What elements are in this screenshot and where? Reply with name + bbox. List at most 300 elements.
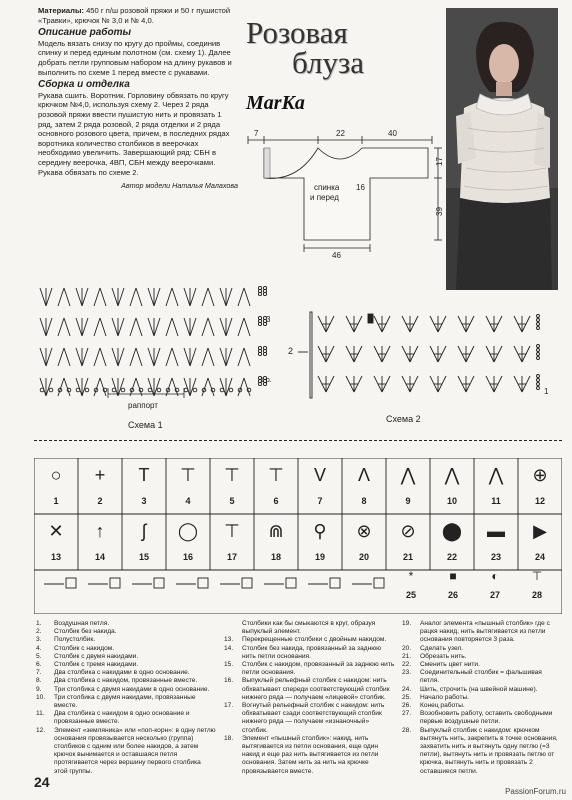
scheme-1-stitch [220, 288, 232, 306]
scheme-1-stitch [202, 378, 214, 396]
scheme-1-stitch [166, 378, 178, 396]
explanation-item [400, 661, 560, 669]
legend-cell [215, 508, 249, 574]
legend-number: 5 [229, 496, 235, 506]
explanation-item [34, 653, 216, 661]
dim-40: 40 [388, 129, 397, 138]
legend-symbol-icon: ⊤ [531, 569, 543, 583]
scheme-1-chain [229, 388, 233, 392]
scheme-1-stitch [238, 318, 250, 336]
scheme-2-chain [537, 349, 540, 352]
explanations-col-3 [400, 620, 560, 776]
scheme-2-chain [537, 357, 540, 360]
explanation-text: Три столбика с двумя накидами в одно основание. [54, 685, 210, 693]
explanation-item [34, 686, 216, 694]
legend-number: 15 [138, 552, 149, 562]
page-title [246, 15, 364, 80]
explanation-number: 22. [402, 661, 412, 669]
legend-symbol-icon: ⚲ [313, 520, 327, 541]
scheme-2-stitch [374, 346, 390, 362]
scheme-2-stitch [486, 346, 502, 362]
explanation-number: 28. [402, 726, 412, 734]
legend-number: 20 [358, 552, 369, 562]
explanation-text: Элемент «земляника» или «поп-корн»: в одну петлю основания провязывается несколько (группа) столбиков с одним или более накидов, а затем крючок вынимается и оставшаяся петля протягивается через вершину первого столбика этой группы. [54, 726, 216, 775]
explanation-text: Выпуклый столбик с накидом: крючком вытянуть нить, закрепить в точке основания, захватить нить и вытянуть одну петлю (=3 петли), вытянуть нить и провязать петлю от крючка, вытянуть нить и провязать 2 оставшиеся петли. [420, 726, 558, 775]
scheme-1-chain [40, 388, 44, 392]
scheme-1-stitch [148, 318, 160, 336]
scheme-2-chain [537, 327, 540, 330]
legend-number: 8 [361, 496, 367, 506]
explanation-item [34, 661, 216, 669]
explanation-text: Возобновить работу, оставить свободными первые воздушные петли. [420, 710, 553, 726]
explanation-item [34, 636, 216, 644]
explanation-number: 18. [224, 734, 234, 742]
scheme-2-row-1: 1 [544, 387, 549, 396]
explanation-number: 2. [36, 628, 42, 636]
scheme-2-stitch [402, 316, 418, 332]
legend-number: 12 [534, 496, 545, 506]
scheme-2-chain [537, 375, 540, 378]
legend-cell [478, 562, 512, 612]
explanation-text: Два столбика с накидом, провязанные вместе. [54, 677, 198, 685]
scheme-1-stitch [112, 288, 124, 306]
scheme-1-stitch [148, 348, 160, 366]
legend-symbol-icon: ⊤ [268, 464, 284, 485]
scheme-1-stitch [40, 348, 52, 366]
scheme-1-chain [49, 388, 53, 392]
explanation-number: 23. [402, 669, 412, 677]
legend-number: 19 [314, 552, 325, 562]
scheme-1-chain [121, 388, 125, 392]
scheme-1-stitch [238, 378, 250, 396]
scheme-2-stitch [430, 346, 446, 362]
legend-symbol-icon: ⊗ [356, 520, 372, 541]
legend-symbol-icon: + [94, 464, 106, 485]
explanation-text: Столбик с двумя накидами. [54, 652, 139, 660]
scheme-1-chain [157, 388, 161, 392]
scheme-2-row-2: 2 [288, 346, 294, 356]
explanation-number: 1. [36, 620, 42, 627]
explanation-item [222, 645, 396, 661]
legend-number: 4 [185, 496, 191, 506]
legend-symbol-icon: ↑ [95, 520, 105, 541]
legend-combo-box [242, 578, 252, 588]
legend-number: 23 [490, 552, 501, 562]
legend-cell [259, 508, 293, 574]
legend-symbol-icon: ⋒ [268, 520, 284, 541]
legend-symbol-icon: ▶ [533, 520, 547, 541]
description-column [38, 6, 238, 191]
scheme-1-stitch [76, 348, 88, 366]
explanation-number: 13. [224, 636, 234, 644]
explanation-item [400, 702, 560, 710]
scheme-1-stitch [130, 288, 142, 306]
assembly-text: Рукава сшить. Воротник. Горловину обвязать по кругу крючком №4,0, используя схему 2. Через 2 ряда розовой пряжи ввести пушистую нить и провязать 1 ряд, затем 2 ряда розовой, 2 ряда отделки и 2 ряда основного розового цвета, причем, в последних рядах воротника количество столбиков в веерочках необходимо увеличить. Завершающий ряд: СБН в середину веерочка, 4ВП, СБН между веерочками. Рукава обвязать по схеме 2. [38, 90, 230, 177]
explanation-item [222, 677, 396, 702]
scheme-1-row-3: 3 [266, 315, 271, 324]
assembly-heading: Сборка и отделка [38, 79, 130, 91]
explanation-text: Начало работы. [420, 693, 470, 701]
scheme-2-stitch [514, 346, 530, 362]
dim-16: 16 [356, 183, 365, 192]
explanation-number: 3. [36, 636, 42, 644]
explanation-number: 27. [402, 710, 412, 718]
explanation-number: 9. [36, 685, 42, 693]
scheme-1 [34, 278, 274, 434]
legend-cell [171, 508, 205, 574]
scheme-2-stitch [346, 346, 362, 362]
legend-number: 1 [53, 496, 59, 506]
explanation-number: 7. [36, 669, 42, 677]
legend-number: 9 [405, 496, 411, 506]
dim-46: 46 [332, 251, 341, 260]
scheme-1-stitch [76, 288, 88, 306]
scheme-2-stitch [346, 316, 362, 332]
scheme-1-stitch [76, 318, 88, 336]
legend-symbol-icon: ʃ [142, 520, 146, 541]
pattern-label-1: спинка [314, 183, 340, 192]
explanation-text: Воздушная петля. [54, 620, 110, 627]
scheme-2-stitch [374, 376, 390, 392]
explanation-item [34, 694, 216, 710]
explanation-item [222, 620, 396, 636]
explanation-item [222, 702, 396, 735]
explanation-item [400, 653, 560, 661]
scheme-1-stitch [166, 318, 178, 336]
scheme-2-edge [310, 312, 312, 398]
scheme-2-stitch [346, 376, 362, 392]
scheme-1-stitch [76, 378, 88, 396]
scheme-1-stitch [112, 378, 124, 396]
legend-symbol-icon: ✕ [48, 520, 64, 541]
explanation-text: Столбик без накида. [54, 628, 117, 636]
explanation-number: 25. [402, 693, 412, 701]
explanation-item [400, 686, 560, 694]
scheme-1-label: Схема 1 [128, 420, 163, 430]
legend-cell [127, 508, 161, 574]
scheme-1-stitch [184, 318, 196, 336]
legend-symbol-icon: Λ [357, 464, 371, 485]
explanation-number: 12. [36, 726, 46, 734]
explanation-text: Столбик с накидом, провязанный за заднюю нить петли основания. [242, 661, 395, 677]
scheme-2-stitch [318, 346, 334, 362]
explanation-text: Столбик с тремя накидами. [54, 661, 139, 669]
explanation-number: 5. [36, 652, 42, 660]
scheme-1-chain [85, 388, 89, 392]
legend-number: 18 [270, 552, 281, 562]
scheme-2-chain [537, 345, 540, 348]
scheme-1-stitch [202, 318, 214, 336]
scheme-2-stitch [514, 316, 530, 332]
scheme-1-chain [193, 388, 197, 392]
explanation-item [400, 620, 560, 645]
legend-cell [347, 508, 381, 574]
legend-number: 6 [273, 496, 279, 506]
scheme-1-stitch [184, 378, 196, 396]
scheme-2-stitch [402, 376, 418, 392]
explanation-number [222, 620, 242, 636]
scheme-2-stitch [430, 316, 446, 332]
scheme-1-stitch [94, 378, 106, 396]
legend-number: 13 [50, 552, 61, 562]
explanation-text: Два столбика с накидом в одно основание и провязанные вместе. [54, 710, 190, 726]
scheme-1-row-1: 1 р. [260, 377, 272, 384]
explanation-item [400, 669, 560, 685]
scheme-1-chain [148, 388, 152, 392]
legend-number: 25 [405, 590, 416, 600]
dim-7: 7 [254, 129, 259, 138]
scheme-1-stitch [58, 348, 70, 366]
materials-text: 450 г п/ш розовой пряжи и 50 г пушистой «Травки», крючок № 3,0 и № 4,0. [38, 6, 231, 25]
scheme-2-chain [537, 323, 540, 326]
scheme-1-stitch [58, 318, 70, 336]
explanation-text: Аналог элемента «пышный столбик» где с рацкя накид, нить вытягивается из петли основания повторяется 3 раза. [420, 620, 550, 644]
explanation-item [222, 636, 396, 644]
explanation-text: Столбики как бы смыкаются в круг, образуя выпуклый элемент. [242, 620, 376, 636]
scheme-1-stitch [130, 318, 142, 336]
explanation-number: 20. [402, 644, 412, 652]
page-number: 24 [34, 774, 50, 790]
scheme-1-chain [184, 388, 188, 392]
explanation-text: Перекрещенные столбики с двойным накидом. [242, 636, 387, 644]
legend-symbol-icon: ○ [50, 464, 62, 485]
legend-number: 11 [491, 496, 501, 506]
explanation-text: Сделать узел. [420, 644, 464, 652]
explanation-number: 10. [36, 693, 46, 701]
explanation-number: 11. [36, 710, 45, 718]
scheme-2-label: Схема 2 [386, 414, 421, 424]
explanation-text: Элемент «пышный столбик»: накид, нить вытягивается из петли основания, еще один накид и еще раз нить вытягивается из петли основания. Затем нить за нить на крючке провязывается вместе. [242, 734, 379, 775]
legend-cell [303, 508, 337, 574]
scheme-1-stitch [94, 288, 106, 306]
title-line-1: Розовая [246, 15, 348, 50]
scheme-1-stitch [220, 378, 232, 396]
legend-symbol-icon: * [408, 569, 414, 583]
explanation-text: Три столбика с двумя накидами, провязанные вместе. [54, 693, 196, 710]
dim-39: 39 [435, 207, 444, 216]
scheme-1-stitch [202, 348, 214, 366]
scheme-2 [286, 304, 562, 430]
explanation-number: 17. [224, 702, 234, 710]
scheme-2-chain [537, 315, 540, 318]
explanation-item [34, 677, 216, 685]
scheme-1-stitch [94, 348, 106, 366]
explanation-text: Два столбика с накидами в одно основание. [54, 669, 190, 677]
scheme-1-stitch [94, 318, 106, 336]
legend-symbol-icon: ⋀ [444, 464, 460, 485]
legend-number: 3 [141, 496, 147, 506]
scheme-2-stitch [318, 376, 334, 392]
explanation-text: Столбик без накида, провязанный за заднюю нить петли основания. [242, 644, 382, 660]
explanation-number: 4. [36, 644, 42, 652]
scheme-1-stitch [148, 288, 160, 306]
size-pattern [238, 126, 450, 262]
author-credit: Автор модели Наталья Малахова [121, 181, 238, 191]
explanation-item [34, 645, 216, 653]
signature: MarKa [246, 92, 305, 114]
scheme-1-stitch [112, 348, 124, 366]
scheme-1-chain [220, 388, 224, 392]
legend-symbol-icon: ⊤ [180, 464, 196, 485]
scheme-1-stitch [220, 348, 232, 366]
legend-symbol-icon: ⊘ [400, 520, 416, 541]
scheme-1-stitch [238, 288, 250, 306]
legend-cell [83, 508, 117, 574]
explanation-item [400, 645, 560, 653]
legend-number: 24 [534, 552, 545, 562]
explanation-item [222, 661, 396, 677]
scheme-2-chain [537, 387, 540, 390]
legend-symbol-icon: ⋀ [400, 464, 416, 485]
scheme-1-stitch [58, 288, 70, 306]
legend-symbol-icon: ⊤ [224, 520, 240, 541]
materials-label: Материалы: [38, 6, 84, 15]
dim-17: 17 [435, 157, 444, 166]
work-heading: Описание работы [38, 27, 132, 39]
legend-symbol-icon: T [138, 464, 150, 485]
explanation-text: Шить, строчить (на швейной машине). [420, 685, 538, 693]
explanation-item [34, 710, 216, 726]
dim-22: 22 [336, 129, 345, 138]
legend-symbol-icon: ◐ [491, 569, 499, 583]
legend-symbol-icon: ▬ [487, 520, 505, 541]
scheme-2-stitch [486, 376, 502, 392]
scheme-1-stitch [58, 378, 70, 396]
watermark: PassionForum.ru [505, 787, 566, 796]
legend-combo-box [198, 578, 208, 588]
legend-number: 17 [226, 552, 237, 562]
explanation-text: Конец работы. [420, 702, 465, 710]
explanation-item [34, 620, 216, 628]
explanation-number: 19. [402, 620, 412, 627]
scheme-2-stitch [374, 316, 390, 332]
explanation-number: 24. [402, 685, 412, 693]
legend-symbol-icon: ⬤ [441, 520, 463, 541]
legend-number: 28 [531, 590, 542, 600]
legend-number: 10 [446, 496, 457, 506]
scheme-2-stitch [486, 316, 502, 332]
legend-combo-box [374, 578, 384, 588]
legend-number: 26 [447, 590, 458, 600]
explanation-text: Сменить цвет нити. [420, 661, 480, 669]
explanation-item [400, 710, 560, 726]
scheme-1-stitch [112, 318, 124, 336]
scheme-1-stitch [202, 288, 214, 306]
explanation-item [222, 735, 396, 776]
legend-combo-box [110, 578, 120, 588]
scheme-1-stitch [184, 288, 196, 306]
explanation-text: Выпуклый рельефный столбик с накидом: нить обхватывает спереди соответствующий столбик нижнего ряда — получаем «лицевой» столбик. [242, 677, 390, 701]
legend-symbol-icon: ⋀ [488, 464, 504, 485]
legend-number: 7 [317, 496, 323, 506]
legend-combo-box [330, 578, 340, 588]
scheme-2-stitch [458, 376, 474, 392]
legend-combo-box [66, 578, 76, 588]
explanation-text: Обрезать нить. [420, 652, 467, 660]
explanation-item [400, 727, 560, 776]
model-photo-illustration [446, 8, 558, 290]
scheme-1-stitch [166, 288, 178, 306]
legend-number: 14 [94, 552, 105, 562]
explanation-number: 8. [36, 677, 42, 685]
explanation-number: 14. [224, 644, 234, 652]
explanation-item [400, 694, 560, 702]
scheme-2-stitch [402, 346, 418, 362]
legend-cell [436, 562, 470, 612]
legend-cell [520, 562, 554, 612]
legend-combo-box [154, 578, 164, 588]
materials-paragraph [38, 6, 238, 25]
legend-number: 22 [446, 552, 457, 562]
explanation-number: 16. [224, 677, 234, 685]
explanation-text: Столбик с накидом. [54, 644, 115, 652]
scheme-1-stitch [238, 348, 250, 366]
symbol-legend [34, 458, 562, 614]
scheme-2-chain [537, 353, 540, 356]
explanations-col-1 [34, 620, 216, 776]
scheme-2-chain [537, 379, 540, 382]
section-divider [34, 440, 562, 441]
legend-combo-box [286, 578, 296, 588]
scheme-1-stitch [130, 348, 142, 366]
explanations-col-2 [222, 620, 396, 776]
scheme-2-stitch [458, 316, 474, 332]
explanation-item [34, 727, 216, 776]
legend-number: 16 [182, 552, 193, 562]
explanation-number: 26. [402, 702, 412, 710]
scheme-2-stitch [318, 316, 334, 332]
scheme-2-stitch [514, 376, 530, 392]
explanation-number: 6. [36, 661, 42, 669]
legend-number: 21 [402, 552, 413, 562]
explanation-number: 15. [224, 661, 234, 669]
scheme-1-chain [76, 388, 80, 392]
scheme-2-stitch [430, 376, 446, 392]
legend-symbol-icon: ■ [449, 569, 457, 583]
scheme-1-stitch [40, 318, 52, 336]
model-photo [446, 8, 558, 290]
scheme-2-chain [537, 383, 540, 386]
legend-number: 2 [97, 496, 103, 506]
scheme-1-stitch [40, 378, 52, 396]
legend-symbol-icon: V [313, 464, 326, 485]
title-line-2: блуза [292, 45, 364, 80]
explanation-text: Вогнутый рельефный столбик с накидом: нить обхватывает сзади соответствующий столбик нижнего ряда — получаем «изнаночный» столбик. [242, 702, 385, 734]
scheme-2-chain [537, 319, 540, 322]
legend-symbol-icon: ⊤ [224, 464, 240, 485]
scheme-1-chain [112, 388, 116, 392]
explanation-text: Соединительный столбик = фальшивая петля. [420, 669, 542, 685]
legend-cell [39, 508, 73, 574]
work-text: Модель вязать снизу по кругу до проймы, соединив спинку и перед единым полотном (см. схему 1). Далее добрать петли групповым набором на длину рукавов и выполнить по схеме 1 перед вместе с рукавами. [38, 38, 232, 77]
scheme-1-stitch [166, 348, 178, 366]
scheme-1-stitch [40, 288, 52, 306]
explanation-number: 21. [402, 652, 412, 660]
scheme-1-stitch [220, 318, 232, 336]
pattern-label-2: и перед [310, 193, 339, 202]
scheme-2-mark [368, 314, 373, 323]
explanation-text: Полустолбик. [54, 636, 96, 644]
legend-number: 27 [489, 590, 500, 600]
legend-symbol-icon: ◯ [177, 520, 199, 541]
legend-cell [394, 562, 428, 612]
legend-symbol-icon: ⊕ [532, 464, 548, 485]
scheme-1-stitch [130, 378, 142, 396]
scheme-2-stitch [458, 346, 474, 362]
scheme-1-stitch [148, 378, 160, 396]
scheme-1-stitch [184, 348, 196, 366]
rapport-label: раппорт [128, 401, 158, 410]
